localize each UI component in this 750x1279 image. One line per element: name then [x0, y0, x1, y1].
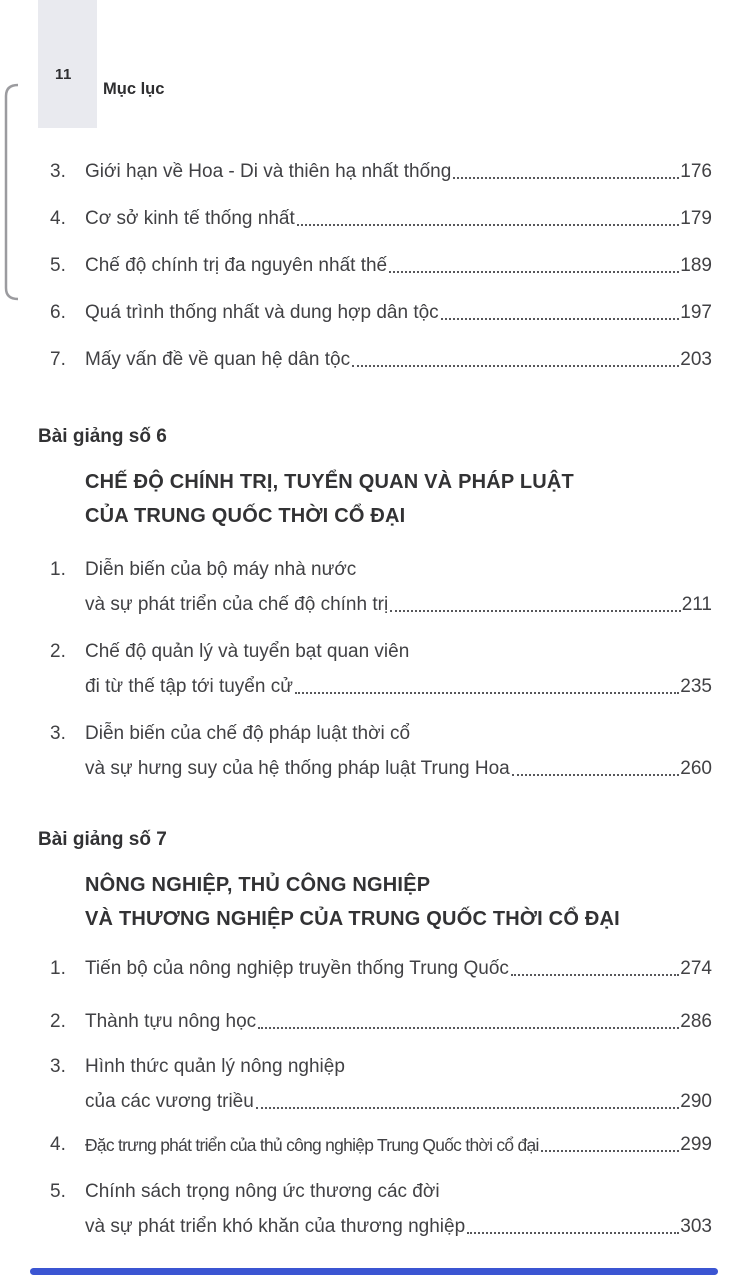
entry-title: Diễn biến của bộ máy nhà nước [85, 559, 357, 580]
dot-leader [297, 224, 680, 226]
entry-title: Giới hạn về Hoa - Di và thiên hạ nhất thống [85, 161, 452, 182]
dot-leader [389, 271, 679, 273]
entry-title: Cơ sở kinh tế thống nhất [85, 208, 295, 229]
toc-entry [50, 1180, 712, 1204]
entry-title: và sự hưng suy của hệ thống pháp luật Trung Hoa [85, 758, 510, 779]
dot-leader [511, 974, 679, 976]
toc-entry [50, 722, 712, 746]
toc-entry [50, 558, 712, 582]
entry-title: Diễn biến của chế độ pháp luật thời cổ [85, 723, 411, 744]
entry-number: 4. [50, 1134, 66, 1155]
toc-entry [50, 1010, 712, 1034]
entry-number: 4. [50, 208, 66, 229]
entry-title: Quá trình thống nhất và dung hợp dân tộc [85, 302, 439, 323]
section-title-line2: VÀ THƯƠNG NGHIỆP CỦA TRUNG QUỐC THỜI CỔ ĐẠI [85, 908, 620, 930]
toc-entry-continuation [50, 1215, 712, 1239]
toc-entry [50, 301, 712, 325]
entry-number: 5. [50, 255, 66, 276]
entry-title: và sự phát triển của chế độ chính trị [85, 594, 389, 615]
entry-title: Tiến bộ của nông nghiệp truyền thống Trung Quốc [85, 958, 509, 979]
toc-entry-continuation [50, 757, 712, 781]
toc-entry-continuation [50, 675, 712, 699]
entry-number: 1. [50, 559, 66, 580]
entry-number: 2. [50, 1011, 66, 1032]
entry-page: 197 [680, 302, 712, 323]
toc-entry [50, 640, 712, 664]
entry-title: Hình thức quản lý nông nghiệp [85, 1056, 345, 1077]
entry-title: Chính sách trọng nông ức thương các đời [85, 1181, 440, 1202]
dot-leader [295, 692, 679, 694]
entry-title: của các vương triều [85, 1091, 254, 1112]
entry-page: 299 [680, 1134, 712, 1155]
dot-leader [258, 1027, 679, 1029]
entry-page: 286 [680, 1011, 712, 1032]
toc-entry [50, 207, 712, 231]
entry-page: 274 [680, 958, 712, 979]
toc-entry [50, 957, 712, 981]
dot-leader [467, 1232, 679, 1234]
entry-number: 2. [50, 641, 66, 662]
entry-number: 5. [50, 1181, 66, 1202]
entry-page: 211 [681, 594, 712, 615]
dot-leader [390, 610, 681, 612]
entry-number: 3. [50, 723, 66, 744]
section-label: Bài giảng số 7 [38, 829, 167, 850]
toc-entry-continuation [50, 593, 712, 617]
toc-entry [50, 1055, 712, 1079]
entry-page: 179 [680, 208, 712, 229]
entry-page: 235 [680, 676, 712, 697]
reading-progress-bar[interactable] [30, 1268, 718, 1275]
toc-entry [50, 160, 712, 184]
toc-entry [50, 1133, 712, 1157]
section-title [50, 868, 712, 936]
entry-number: 3. [50, 1056, 66, 1077]
entry-title: và sự phát triển khó khăn của thương nghiệp [85, 1216, 466, 1237]
toc-entry [50, 254, 712, 278]
entry-title: Mấy vấn đề về quan hệ dân tộc [85, 349, 351, 370]
dot-leader [441, 318, 680, 320]
dot-leader [352, 365, 679, 367]
entry-title: Chế độ chính trị đa nguyên nhất thế [85, 255, 388, 276]
toc-entry-continuation [50, 1090, 712, 1114]
table-of-contents [0, 160, 750, 1239]
entry-title: Thành tựu nông học [85, 1011, 257, 1032]
entry-number: 6. [50, 302, 66, 323]
section-title-line1: CHẾ ĐỘ CHÍNH TRỊ, TUYỂN QUAN VÀ PHÁP LUẬT [85, 471, 574, 493]
entry-title: Chế độ quản lý và tuyển bạt quan viên [85, 641, 410, 662]
entry-page: 189 [680, 255, 712, 276]
entry-page: 260 [680, 758, 712, 779]
toc-heading: Mục lục [103, 80, 165, 98]
section-title [50, 465, 712, 533]
entry-page: 290 [680, 1091, 712, 1112]
entry-number: 3. [50, 161, 66, 182]
page-number-tab [38, 0, 97, 128]
dot-leader [512, 774, 680, 776]
page-number: 11 [55, 66, 72, 83]
section-label: Bài giảng số 6 [38, 426, 167, 447]
dot-leader [541, 1150, 680, 1152]
toc-entry [50, 348, 712, 372]
dot-leader [256, 1107, 679, 1109]
entry-page: 203 [680, 349, 712, 370]
section-title-line1: NÔNG NGHIỆP, THỦ CÔNG NGHIỆP [85, 874, 431, 896]
entry-number: 1. [50, 958, 66, 979]
entry-title: Đặc trưng phát triển của thủ công nghiệp Trung Quốc thời cổ đại [85, 1135, 539, 1155]
entry-title: đi từ thế tập tới tuyển cử [85, 676, 293, 697]
entry-page: 176 [680, 161, 712, 182]
entry-page: 303 [680, 1216, 712, 1237]
entry-number: 7. [50, 349, 66, 370]
dot-leader [453, 177, 679, 179]
section-title-line2: CỦA TRUNG QUỐC THỜI CỔ ĐẠI [85, 505, 406, 527]
